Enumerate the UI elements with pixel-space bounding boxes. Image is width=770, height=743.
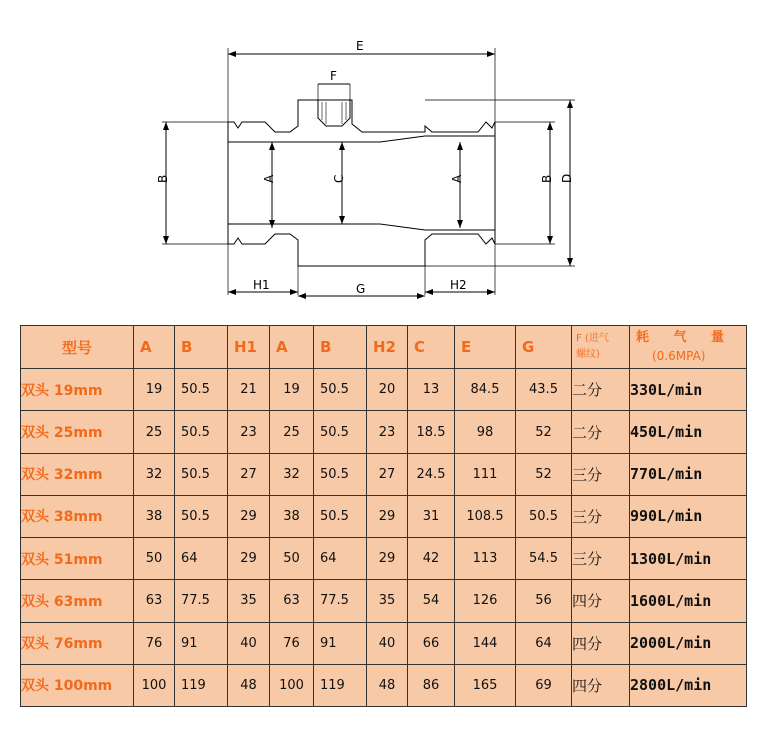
- header-thread: [572, 326, 630, 369]
- value-cell: 66: [408, 622, 455, 664]
- header-col: A: [134, 326, 175, 369]
- value-cell: 111: [455, 453, 516, 495]
- model-cell: 双头 100mm: [21, 664, 134, 706]
- model-cell: 双头 76mm: [21, 622, 134, 664]
- dim-label-b-right: B: [540, 174, 554, 183]
- value-cell: 50.5: [314, 495, 367, 537]
- value-cell: 24.5: [408, 453, 455, 495]
- header-col: C: [408, 326, 455, 369]
- thread-cell: 四分: [572, 580, 630, 622]
- value-cell: 32: [134, 453, 175, 495]
- value-cell: 56: [516, 580, 572, 622]
- value-cell: 63: [134, 580, 175, 622]
- value-cell: 144: [455, 622, 516, 664]
- value-cell: 54.5: [516, 538, 572, 580]
- table-row: [21, 453, 747, 495]
- flow-cell: 2000L/min: [630, 622, 747, 664]
- value-cell: 119: [175, 664, 228, 706]
- value-cell: 84.5: [455, 369, 516, 411]
- value-cell: 29: [367, 538, 408, 580]
- dim-label-b-left: B: [156, 174, 170, 183]
- value-cell: 54: [408, 580, 455, 622]
- header-thread-line1: F (进气: [576, 333, 609, 345]
- thread-cell: 四分: [572, 664, 630, 706]
- value-cell: 50.5: [314, 453, 367, 495]
- value-cell: 23: [367, 411, 408, 453]
- dim-label-e: E: [356, 39, 364, 53]
- header-col: B: [175, 326, 228, 369]
- value-cell: 77.5: [314, 580, 367, 622]
- header-col: A: [270, 326, 314, 369]
- value-cell: 40: [228, 622, 270, 664]
- value-cell: 64: [175, 538, 228, 580]
- value-cell: 13: [408, 369, 455, 411]
- value-cell: 86: [408, 664, 455, 706]
- value-cell: 113: [455, 538, 516, 580]
- value-cell: 69: [516, 664, 572, 706]
- header-col: H2: [367, 326, 408, 369]
- table-body: [21, 369, 747, 707]
- value-cell: 23: [228, 411, 270, 453]
- value-cell: 31: [408, 495, 455, 537]
- model-cell: 双头 51mm: [21, 538, 134, 580]
- flow-cell: 330L/min: [630, 369, 747, 411]
- dim-label-c: C: [332, 174, 346, 183]
- dim-label-h2: H2: [450, 278, 467, 292]
- value-cell: 50: [134, 538, 175, 580]
- value-cell: 18.5: [408, 411, 455, 453]
- header-consumption: [630, 326, 747, 369]
- dim-label-a-left: A: [262, 174, 276, 183]
- model-cell: 双头 32mm: [21, 453, 134, 495]
- value-cell: 27: [228, 453, 270, 495]
- value-cell: 52: [516, 411, 572, 453]
- value-cell: 43.5: [516, 369, 572, 411]
- value-cell: 165: [455, 664, 516, 706]
- value-cell: 48: [228, 664, 270, 706]
- value-cell: 29: [228, 495, 270, 537]
- flow-cell: 990L/min: [630, 495, 747, 537]
- value-cell: 52: [516, 453, 572, 495]
- value-cell: 50: [270, 538, 314, 580]
- value-cell: 29: [367, 495, 408, 537]
- value-cell: 126: [455, 580, 516, 622]
- value-cell: 64: [516, 622, 572, 664]
- header-model: 型号: [21, 326, 134, 369]
- value-cell: 100: [270, 664, 314, 706]
- technical-drawing: [0, 0, 770, 320]
- thread-cell: 三分: [572, 495, 630, 537]
- value-cell: 91: [175, 622, 228, 664]
- value-cell: 119: [314, 664, 367, 706]
- value-cell: 50.5: [175, 411, 228, 453]
- flow-cell: 450L/min: [630, 411, 747, 453]
- value-cell: 19: [134, 369, 175, 411]
- table-row: [21, 622, 747, 664]
- flow-cell: 1300L/min: [630, 538, 747, 580]
- value-cell: 77.5: [175, 580, 228, 622]
- model-cell: 双头 38mm: [21, 495, 134, 537]
- value-cell: 50.5: [314, 411, 367, 453]
- value-cell: 100: [134, 664, 175, 706]
- table-row: [21, 495, 747, 537]
- dim-label-d: D: [560, 173, 574, 183]
- flow-cell: 2800L/min: [630, 664, 747, 706]
- spec-table: [20, 325, 747, 707]
- value-cell: 98: [455, 411, 516, 453]
- header-col: H1: [228, 326, 270, 369]
- table-row: [21, 538, 747, 580]
- value-cell: 50.5: [516, 495, 572, 537]
- value-cell: 40: [367, 622, 408, 664]
- value-cell: 25: [134, 411, 175, 453]
- value-cell: 91: [314, 622, 367, 664]
- header-thread-line2: 螺纹): [576, 349, 600, 361]
- header-consumption-line1: 耗 气 量: [636, 330, 735, 346]
- table-row: [21, 369, 747, 411]
- flow-cell: 1600L/min: [630, 580, 747, 622]
- thread-cell: 二分: [572, 369, 630, 411]
- value-cell: 38: [270, 495, 314, 537]
- value-cell: 50.5: [175, 453, 228, 495]
- model-cell: 双头 19mm: [21, 369, 134, 411]
- value-cell: 42: [408, 538, 455, 580]
- header-col: G: [516, 326, 572, 369]
- thread-cell: 四分: [572, 622, 630, 664]
- value-cell: 27: [367, 453, 408, 495]
- value-cell: 50.5: [175, 369, 228, 411]
- table-row: [21, 580, 747, 622]
- thread-cell: 三分: [572, 538, 630, 580]
- value-cell: 35: [367, 580, 408, 622]
- dim-label-f: F: [330, 69, 337, 83]
- thread-cell: 三分: [572, 453, 630, 495]
- header-col: E: [455, 326, 516, 369]
- value-cell: 32: [270, 453, 314, 495]
- value-cell: 108.5: [455, 495, 516, 537]
- dim-label-a-right: A: [450, 174, 464, 183]
- thread-cell: 二分: [572, 411, 630, 453]
- flow-cell: 770L/min: [630, 453, 747, 495]
- value-cell: 76: [134, 622, 175, 664]
- value-cell: 21: [228, 369, 270, 411]
- dim-label-h1: H1: [253, 278, 270, 292]
- value-cell: 48: [367, 664, 408, 706]
- header-col: B: [314, 326, 367, 369]
- model-cell: 双头 25mm: [21, 411, 134, 453]
- value-cell: 64: [314, 538, 367, 580]
- table-row: [21, 664, 747, 706]
- dim-label-g: G: [356, 282, 366, 296]
- value-cell: 19: [270, 369, 314, 411]
- value-cell: 76: [270, 622, 314, 664]
- table-row: [21, 411, 747, 453]
- table-header-row: [21, 326, 747, 369]
- value-cell: 50.5: [175, 495, 228, 537]
- value-cell: 38: [134, 495, 175, 537]
- value-cell: 29: [228, 538, 270, 580]
- value-cell: 25: [270, 411, 314, 453]
- value-cell: 50.5: [314, 369, 367, 411]
- header-consumption-line2: (0.6MPA): [652, 349, 706, 364]
- value-cell: 35: [228, 580, 270, 622]
- value-cell: 20: [367, 369, 408, 411]
- value-cell: 63: [270, 580, 314, 622]
- model-cell: 双头 63mm: [21, 580, 134, 622]
